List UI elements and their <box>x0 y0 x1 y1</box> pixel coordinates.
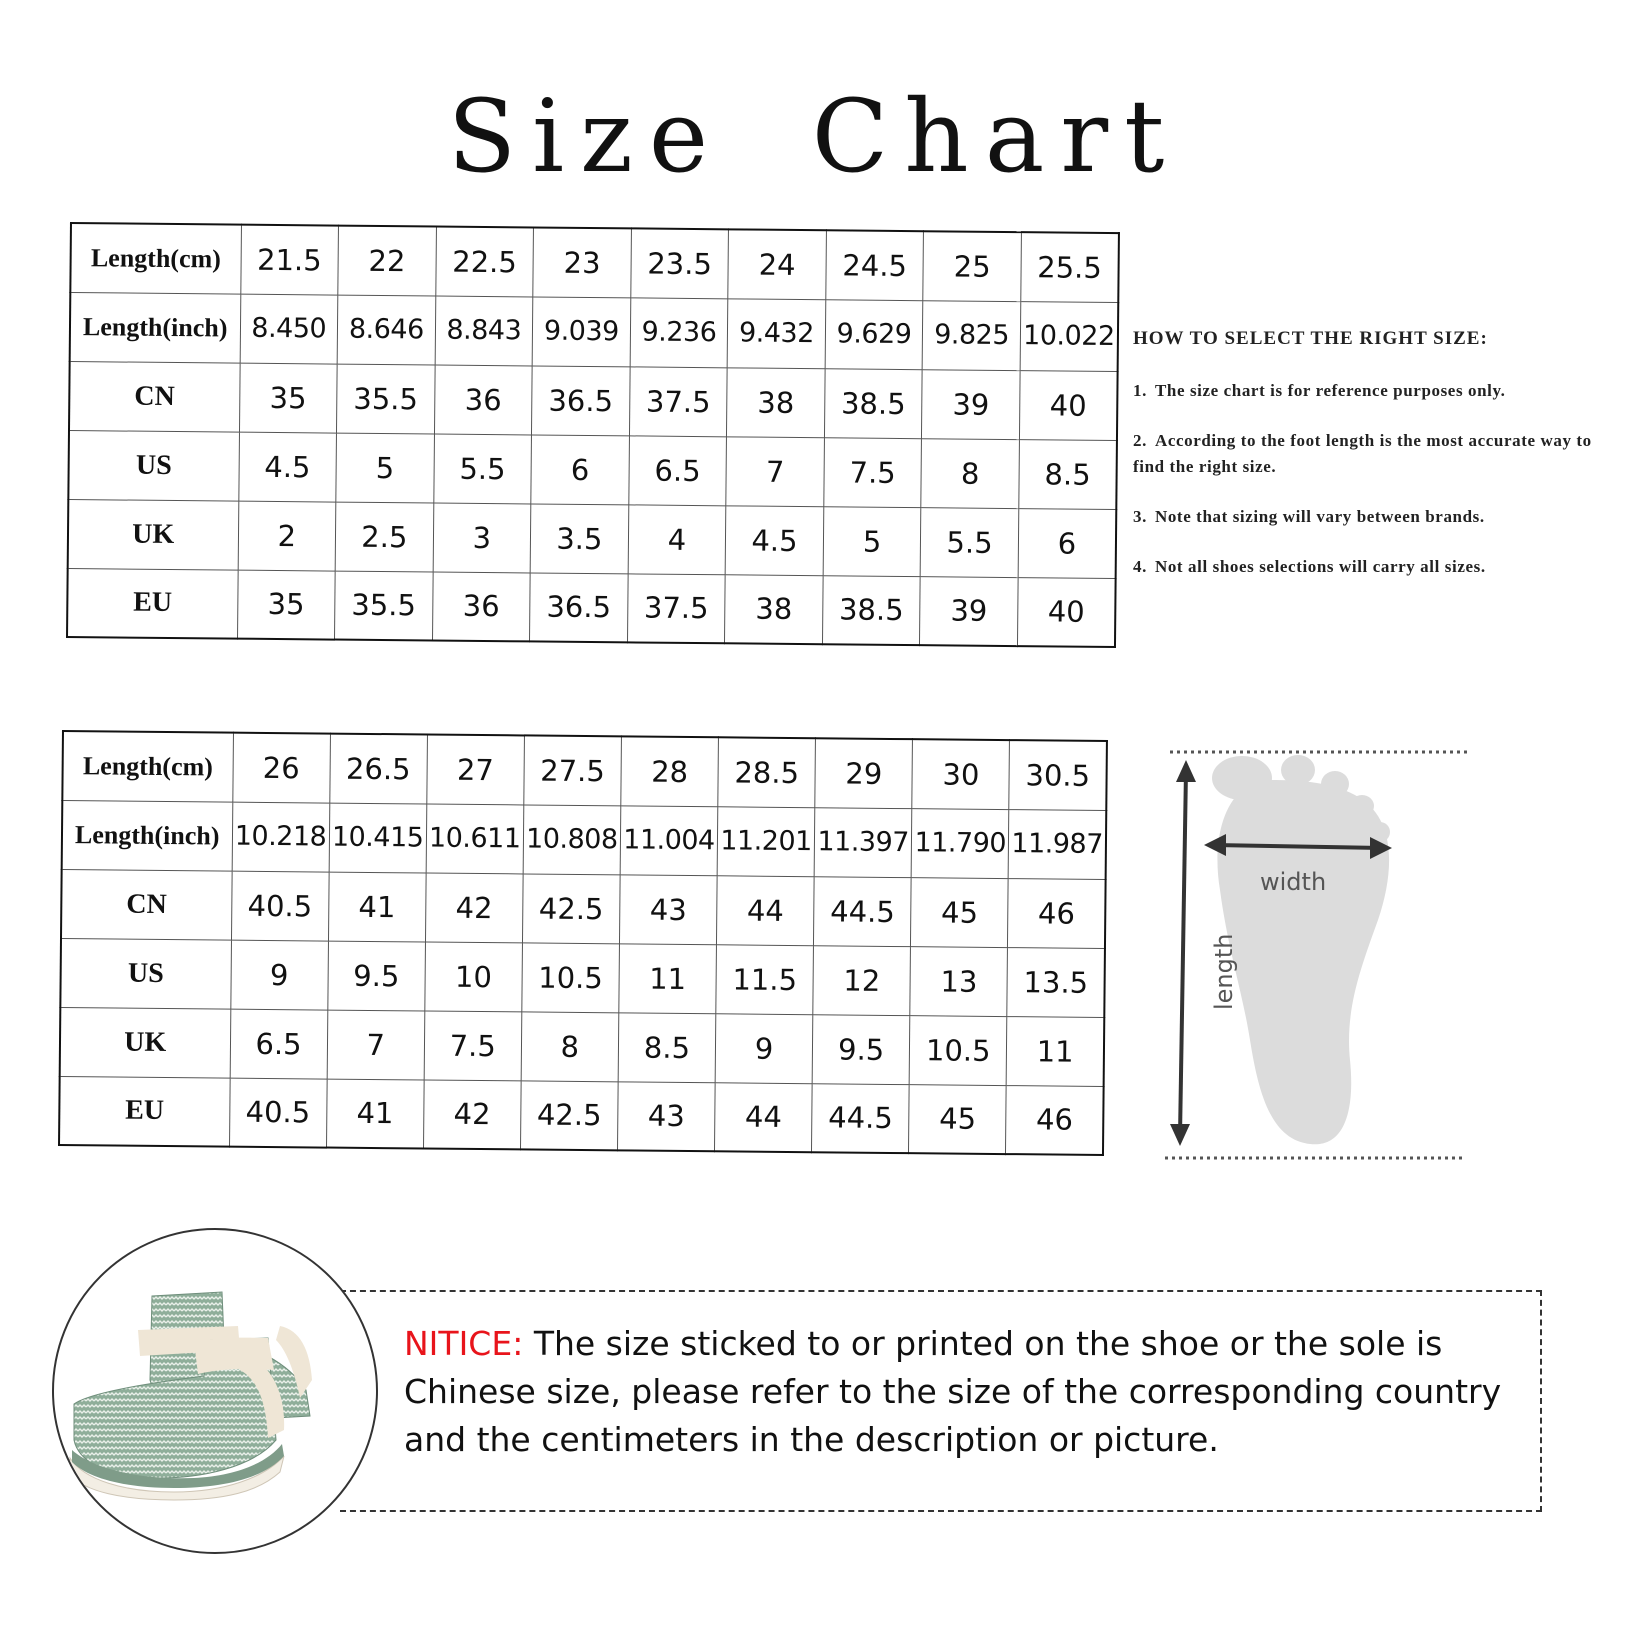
notice-lead: NITICE: <box>404 1324 524 1363</box>
size-cell: 8.5 <box>1019 439 1117 509</box>
size-cell: 6.5 <box>629 435 727 505</box>
length-label: length <box>1210 933 1238 1010</box>
size-cell: 36 <box>434 365 532 435</box>
row-label: UK <box>60 1007 231 1078</box>
size-cell: 46 <box>1006 1085 1104 1155</box>
row-label: Length(cm) <box>62 731 233 802</box>
size-row <box>59 1076 1104 1155</box>
size-cell: 3.5 <box>530 503 628 573</box>
size-cell: 43 <box>619 874 717 944</box>
size-cell: 40 <box>1019 370 1117 440</box>
size-row <box>62 800 1107 879</box>
size-cell: 5 <box>823 506 921 576</box>
size-cell: 23.5 <box>630 228 728 298</box>
size-cell: 38.5 <box>822 575 920 645</box>
size-cell: 42.5 <box>520 1080 618 1150</box>
size-cell: 6 <box>1018 508 1116 578</box>
size-cell: 25 <box>923 231 1021 301</box>
size-cell: 11 <box>619 943 717 1013</box>
size-cell: 2.5 <box>335 502 433 572</box>
size-cell: 7 <box>726 436 824 506</box>
size-cell: 43 <box>617 1081 715 1151</box>
size-cell: 40.5 <box>229 1078 327 1148</box>
size-table-1 <box>66 222 1120 648</box>
size-row <box>61 869 1106 948</box>
size-cell: 9.629 <box>825 299 923 369</box>
size-row <box>70 292 1119 371</box>
size-cell: 9.825 <box>922 300 1020 370</box>
size-cell: 9.236 <box>630 297 728 367</box>
size-cell: 4.5 <box>238 432 336 502</box>
size-cell: 35.5 <box>337 364 435 434</box>
row-label: Length(inch) <box>62 800 233 871</box>
row-label: Length(inch) <box>70 292 241 363</box>
size-cell: 10.218 <box>232 802 330 872</box>
size-cell: 9.5 <box>812 1014 910 1084</box>
row-label: CN <box>61 869 232 940</box>
size-cell: 9 <box>230 940 328 1010</box>
foot-measure-diagram <box>1150 740 1480 1170</box>
row-label: US <box>60 938 231 1009</box>
size-cell: 35 <box>239 363 337 433</box>
size-cell: 30.5 <box>1009 740 1107 810</box>
size-cell: 11.397 <box>814 807 912 877</box>
size-cell: 44.5 <box>812 1083 910 1153</box>
size-cell: 44 <box>717 875 815 945</box>
size-cell: 39 <box>920 576 1018 646</box>
size-row <box>70 223 1119 302</box>
row-label: EU <box>67 568 238 639</box>
size-guide-item: 3. Note that sizing will vary between brands. <box>1133 507 1485 526</box>
size-cell: 9 <box>715 1013 813 1083</box>
size-cell: 45 <box>911 877 1009 947</box>
size-row <box>60 1007 1105 1086</box>
size-cell: 10.415 <box>329 803 427 873</box>
size-cell: 42.5 <box>522 873 620 943</box>
size-row <box>69 361 1118 440</box>
row-label: UK <box>68 499 239 570</box>
size-cell: 41 <box>328 872 426 942</box>
size-cell: 7.5 <box>424 1010 522 1080</box>
size-guide-heading: HOW TO SELECT THE RIGHT SIZE: <box>1133 328 1488 349</box>
size-cell: 11.790 <box>911 808 1009 878</box>
size-cell: 11.987 <box>1008 809 1106 879</box>
size-cell: 40 <box>1017 577 1115 647</box>
size-cell: 27.5 <box>524 735 622 805</box>
size-guide-item: 1. The size chart is for reference purposes only. <box>1133 381 1506 400</box>
size-cell: 28.5 <box>718 737 816 807</box>
size-cell: 38.5 <box>824 368 922 438</box>
size-cell: 38 <box>725 574 823 644</box>
size-cell: 10.022 <box>1020 301 1118 371</box>
size-cell: 5.5 <box>920 507 1018 577</box>
size-cell: 23 <box>533 227 631 297</box>
width-label: width <box>1260 868 1327 896</box>
size-cell: 24 <box>728 229 826 299</box>
size-cell: 28 <box>621 736 719 806</box>
size-cell: 25.5 <box>1021 232 1119 302</box>
size-cell: 8.450 <box>240 294 338 364</box>
size-cell: 36.5 <box>530 572 628 642</box>
size-cell: 36.5 <box>532 365 630 435</box>
size-cell: 8.5 <box>618 1012 716 1082</box>
size-cell: 9.039 <box>532 296 630 366</box>
size-guide-item: 4. Not all shoes selections will carry all sizes. <box>1133 557 1486 576</box>
size-cell: 13.5 <box>1007 947 1105 1017</box>
size-table-body-2 <box>59 731 1107 1155</box>
size-cell: 35.5 <box>335 571 433 641</box>
slipper-boots-icon <box>54 1230 376 1552</box>
size-cell: 22.5 <box>435 227 533 297</box>
size-cell: 22 <box>338 226 436 296</box>
size-cell: 5 <box>336 433 434 503</box>
size-table-2 <box>58 730 1108 1156</box>
size-cell: 27 <box>427 735 525 805</box>
size-row <box>67 568 1116 647</box>
size-cell: 37.5 <box>629 366 727 436</box>
size-cell: 36 <box>432 571 530 641</box>
size-cell: 11.5 <box>716 944 814 1014</box>
size-cell: 26 <box>232 733 330 803</box>
size-cell: 46 <box>1008 878 1106 948</box>
size-row <box>60 938 1105 1017</box>
row-label: EU <box>59 1076 230 1147</box>
size-cell: 9.432 <box>727 298 825 368</box>
size-cell: 8 <box>521 1011 619 1081</box>
size-cell: 4.5 <box>725 505 823 575</box>
size-table-body-1 <box>67 223 1119 647</box>
size-cell: 42 <box>423 1079 521 1149</box>
size-cell: 8 <box>921 438 1019 508</box>
size-cell: 10.5 <box>909 1015 1007 1085</box>
size-guide-list <box>1133 378 1623 580</box>
notice-text <box>404 1320 1534 1464</box>
notice-body: The size sticked to or printed on the shoe or the sole is Chinese size, please refer to the size of the corresponding country and the centimeters in the description or picture. <box>404 1324 1502 1459</box>
size-cell: 35 <box>237 570 335 640</box>
size-cell: 10.611 <box>426 804 524 874</box>
size-cell: 38 <box>727 367 825 437</box>
size-cell: 24.5 <box>826 230 924 300</box>
size-cell: 9.5 <box>327 941 425 1011</box>
size-cell: 11 <box>1007 1016 1105 1086</box>
size-cell: 39 <box>922 369 1020 439</box>
size-cell: 45 <box>909 1084 1007 1154</box>
size-cell: 26.5 <box>329 734 427 804</box>
size-cell: 10.5 <box>522 942 620 1012</box>
size-guide-item: 2. According to the foot length is the most accurate way to find the right size. <box>1133 431 1592 476</box>
size-cell: 21.5 <box>240 225 338 295</box>
size-cell: 37.5 <box>627 573 725 643</box>
size-cell: 3 <box>433 503 531 573</box>
row-label: CN <box>69 361 240 432</box>
product-photo <box>52 1228 378 1554</box>
size-cell: 5.5 <box>433 434 531 504</box>
size-cell: 8.843 <box>435 296 533 366</box>
size-cell: 44.5 <box>814 876 912 946</box>
size-row <box>62 731 1107 810</box>
foot-icon <box>1150 740 1480 1170</box>
size-cell: 6 <box>531 434 629 504</box>
size-cell: 4 <box>628 504 726 574</box>
size-cell: 30 <box>912 739 1010 809</box>
footprint-shape <box>1212 755 1390 1144</box>
size-cell: 11.201 <box>717 806 815 876</box>
size-guide <box>1133 328 1623 604</box>
length-arrow <box>1170 760 1196 1146</box>
size-row <box>68 430 1117 509</box>
row-label: Length(cm) <box>70 223 241 294</box>
size-cell: 2 <box>238 501 336 571</box>
size-cell: 40.5 <box>231 871 329 941</box>
size-cell: 11.004 <box>620 805 718 875</box>
size-cell: 10 <box>425 941 523 1011</box>
size-cell: 13 <box>910 946 1008 1016</box>
size-cell: 8.646 <box>337 295 435 365</box>
page-title: Size Chart <box>447 78 1181 195</box>
size-cell: 44 <box>715 1082 813 1152</box>
size-cell: 12 <box>813 945 911 1015</box>
size-row <box>68 499 1117 578</box>
size-cell: 29 <box>815 738 913 808</box>
size-cell: 41 <box>326 1079 424 1149</box>
row-label: US <box>68 430 239 501</box>
size-cell: 42 <box>425 872 523 942</box>
size-cell: 6.5 <box>230 1009 328 1079</box>
size-cell: 10.808 <box>523 804 621 874</box>
size-cell: 7.5 <box>824 437 922 507</box>
size-cell: 7 <box>327 1010 425 1080</box>
